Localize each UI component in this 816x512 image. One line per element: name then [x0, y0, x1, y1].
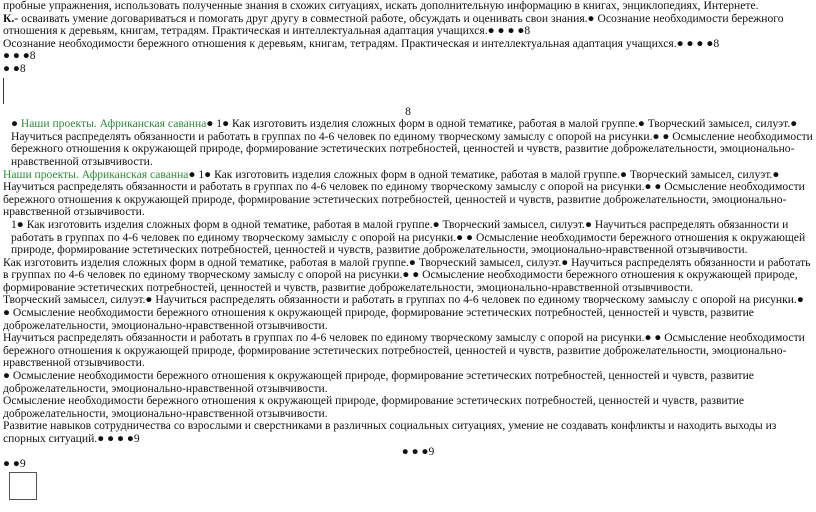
project-link[interactable]: Наши проекты. Африканская саванна — [20, 117, 207, 131]
text-line: ● ● ●9 — [401, 444, 435, 458]
text-paragraph: Как изготовить изделия сложных форм в одной тематике, работая в малой группе.● Творческий замысел, силуэт.● Научиться распределять обязанности и работать в группах по 4-6 человек по единому творческому замыслу с опорой на рисунки.● ● Осмысление необходимости бережного отношения к окружающей природе, формирование эстетических потребностей, ценностей и чувств, развитие доброжелательности, эмоционально-нравственной отзывчивости. — [3, 255, 811, 294]
text-paragraph — [3, 169, 813, 219]
text-paragraph — [3, 118, 813, 168]
text-line: осваивать умение договариваться и помогать друг другу в совместной работе, обсуждать и оценивать свои знания.● Осознание необходимости бережного отношения к деревьям, книгам, тетрадям. Практическая и интеллектуальная адаптация учащихся.● ● ● ●8 — [3, 11, 784, 38]
bullet: ● — [11, 117, 21, 131]
text-paragraph: Творческий замысел, силуэт.● Научиться распределять обязанности и работать в группах по 4-6 человек по единому творческому замыслу с опорой на рисунки.● ● Осмысление необходимости бережного отношения к окружающей природе, формирование эстетических потребностей, ценностей и чувств, развитие доброжелательности, эмоционально-нравственной отзывчивости. — [3, 293, 804, 332]
text-paragraph: ● Осмысление необходимости бережного отношения к окружающей природе, формирование эстетических потребностей, ценностей и чувств, развитие доброжелательности, эмоционально-нравственной отзывчивости. — [3, 369, 754, 395]
text-line: ● ●9 — [3, 457, 26, 471]
text-line: ● 1● Как изготовить изделия сложных форм в одной тематике, работая в малой группе.● Творческий замысел, силуэт.● Научиться распределять обязанности и работать в группах по 4-6 человек по единому творческому замыслу с опорой на рисунки.● ● Осмысление необходимости бережного отношения к окружающей природе, формирование эстетических потребностей, ценностей и чувств, развитие доброжелательности, эмоционально-нравственной отзывчивости. — [11, 117, 813, 168]
text-paragraph: Научиться распределять обязанности и работать в группах по 4-6 человек по единому творческому замыслу с опорой на рисунки.● ● Осмысление необходимости бережного отношения к окружающей природе, формирование эстетических потребностей, ценностей и чувств, развитие доброжелательности, эмоционально-нравственной отзывчивости. — [3, 331, 805, 370]
section-label: К.- — [3, 11, 19, 25]
text-line: пробные упражнения, использовать полученные знания в схожих ситуациях, искать дополнительную информацию в книгах, энциклопедиях, Интернете. — [3, 0, 759, 12]
text-paragraph: Развитие навыков сотрудничества со взрослыми и сверстниками в различных социальных ситуациях, умение не создавать конфликты и находить выходы из спорных ситуаций.● ● ● ●9 — [3, 419, 777, 445]
text-paragraph — [3, 13, 813, 38]
text-paragraph: 1● Как изготовить изделия сложных форм в одной тематике, работая в малой группе.● Творческий замысел, силуэт.● Научиться распределять обязанности и работать в группах по 4-6 человек по единому творческому замыслу с опорой на рисунки.● ● Осмысление необходимости бережного отношения к окружающей природе, формирование эстетических потребностей, ценностей и чувств, развитие доброжелательности, эмоционально-нравственной отзывчивости. — [11, 217, 806, 257]
page-number: 8 — [405, 104, 411, 118]
text-paragraph: Осмысление необходимости бережного отношения к окружающей природе, формирование эстетических потребностей, ценностей и чувств, развитие доброжелательности, эмоционально-нравственной отзывчивости. — [3, 394, 745, 420]
table-border-fragment — [9, 472, 37, 500]
text-line: Осознание необходимости бережного отношения к деревьям, книгам, тетрадям. Практическая и интеллектуальная адаптация учащихся.● ● ● ●8 — [3, 36, 720, 50]
text-line: ● 1● Как изготовить изделия сложных форм в одной тематике, работая в малой группе.● Творческий замысел, силуэт.● Научиться распределять обязанности и работать в группах по 4-6 человек по единому творческому замыслу с опорой на рисунки.● ● Осмысление необходимости бережного отношения к окружающей природе, формирование эстетических потребностей, ценностей и чувств, развитие доброжелательности, эмоционально-нравственной отзывчивости. — [3, 167, 805, 219]
text-line: ● ●8 — [3, 61, 26, 75]
table-border-fragment — [3, 78, 6, 104]
text-line: ● ● ●8 — [3, 49, 36, 63]
project-link[interactable]: Наши проекты. Африканская саванна — [3, 167, 189, 181]
